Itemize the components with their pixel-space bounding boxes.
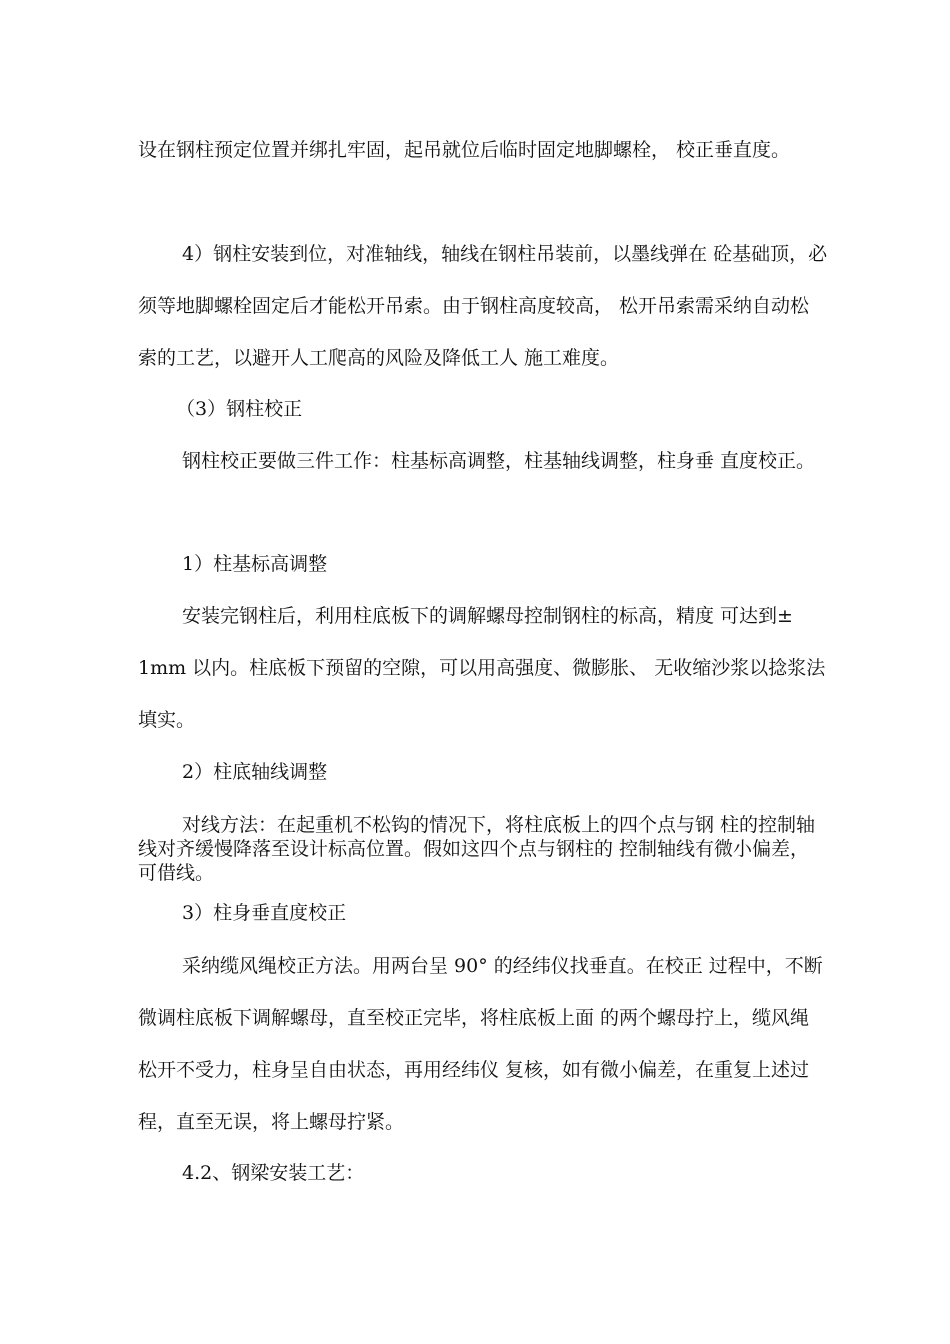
heading-base-elevation: 1）柱基标高调整 <box>182 553 328 575</box>
heading-base-axis: 2）柱底轴线调整 <box>182 761 328 783</box>
paragraph-base-axis: 对线方法：在起重机不松钩的情况下，将柱底板上的四个点与钢 柱的控制轴线对齐缓慢降落至设计标高位置。假如这四个点与钢柱的 控制轴线有微小偏差，可借线。 <box>138 814 816 884</box>
heading-beam-installation: 4.2、钢梁安装工艺： <box>182 1162 365 1184</box>
paragraph-base-elevation: 安装完钢柱后，利用柱底板下的调解螺母控制钢柱的标高，精度 可达到± 1mm 以内。柱底板下预留的空隙，可以用高强度、微膨胀、 无收缩沙浆以捻浆法填实。 <box>138 605 826 731</box>
heading-column-correction: （3）钢柱校正 <box>176 398 303 420</box>
paragraph-correction-tasks: 钢柱校正要做三件工作：柱基标高调整，柱基轴线调整，柱身垂 直度校正。 <box>182 450 816 472</box>
paragraph-verticality: 采纳缆风绳校正方法。用两台呈 90° 的经纬仪找垂直。在校正 过程中，不断微调柱底板下调解螺母，直至校正完毕，将柱底板上面 的两个螺母拧上，缆风绳松开不受力，柱身呈自由状态，再用经纬仪 复核，如有微小偏差，在重复上述过程，直至无误，将上螺母拧紧。 <box>138 955 823 1133</box>
paragraph-column-lifting: 设在钢柱预定位置并绑扎牢固，起吊就位后临时固定地脚螺栓， 校正垂直度。 <box>138 139 791 161</box>
paragraph-column-positioning: 4）钢柱安装到位，对准轴线，轴线在钢柱吊装前，以墨线弹在 砼基础顶，必须等地脚螺栓固定后才能松开吊索。由于钢柱高度较高， 松开吊索需采纳自动松索的工艺，以避开人工爬高的风险及降低工人 施工难度。 <box>138 243 828 369</box>
heading-verticality: 3）柱身垂直度校正 <box>182 902 347 924</box>
